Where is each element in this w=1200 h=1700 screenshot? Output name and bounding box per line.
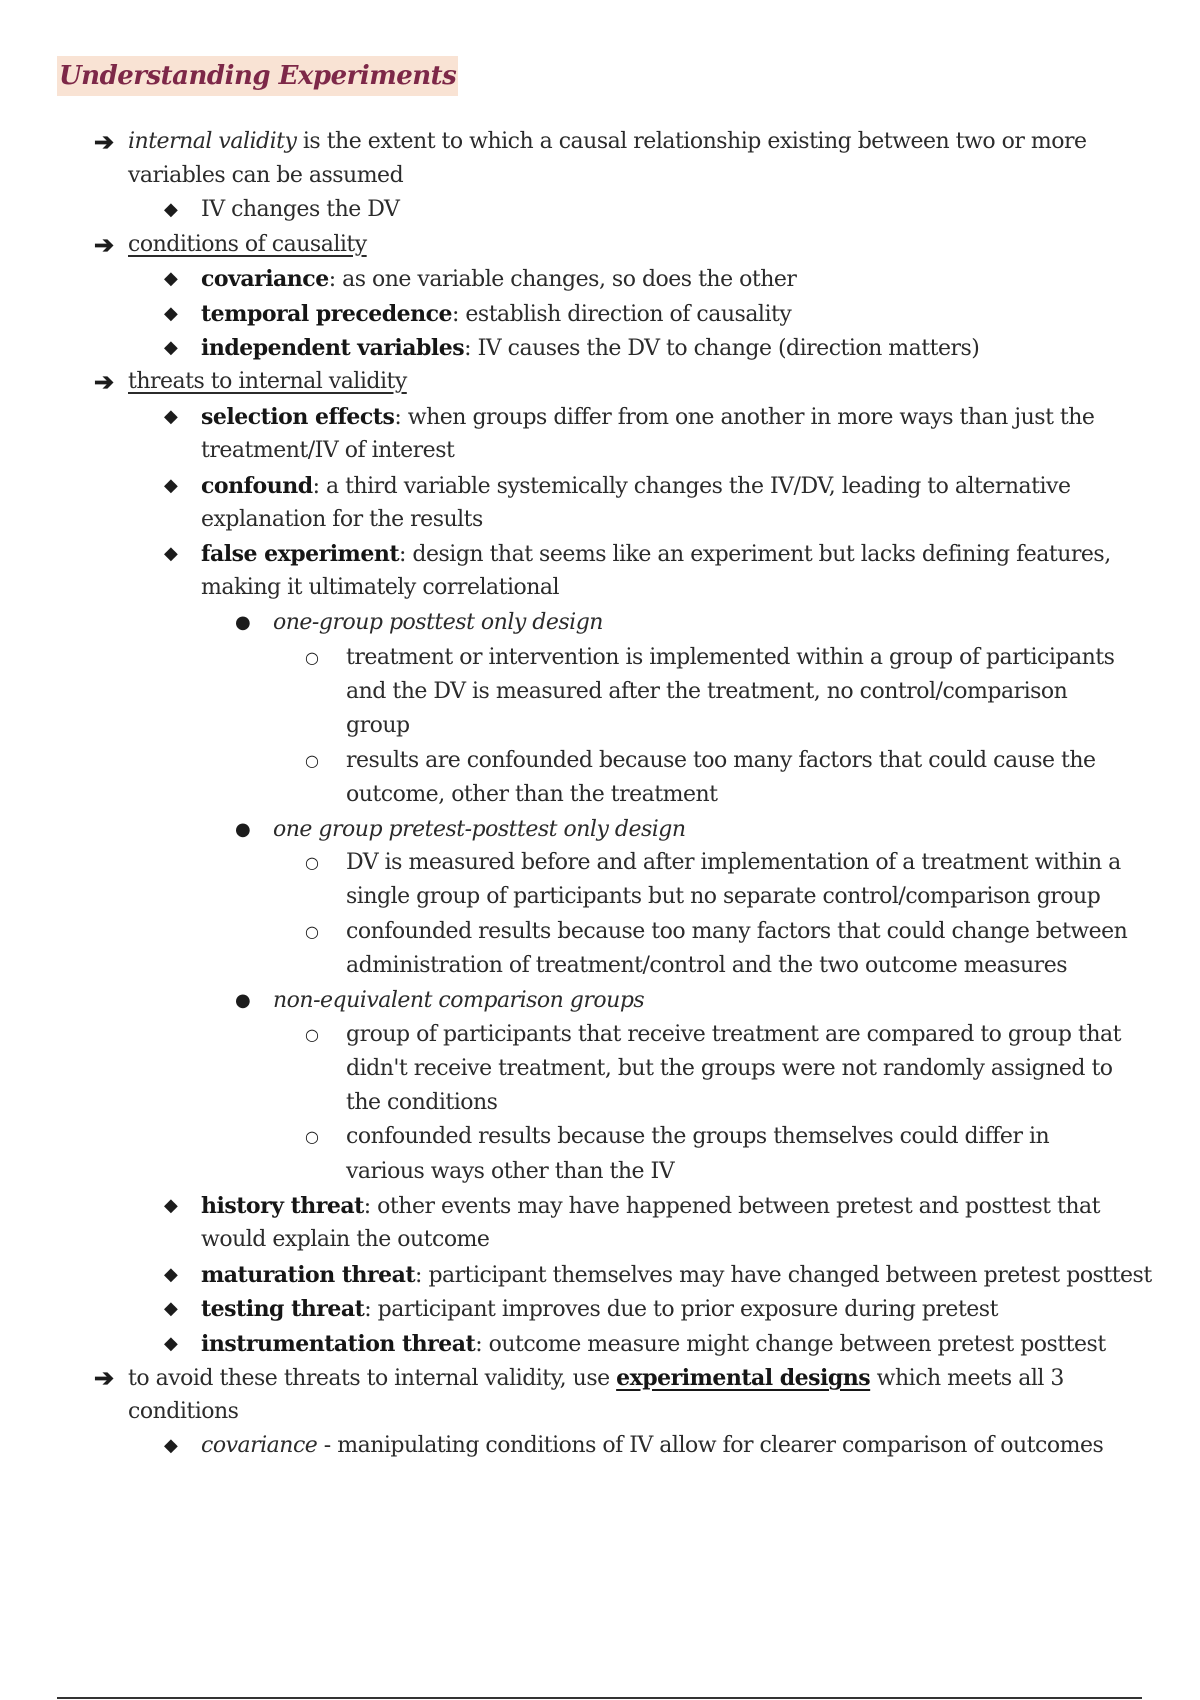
diamond-bullet-icon: ◆ [164,268,178,289]
term: confound [201,473,313,499]
list-item-text: treatment/IV of interest [201,438,455,463]
diamond-bullet-icon: ◆ [164,1333,178,1354]
diamond-bullet-icon: ◆ [164,406,178,427]
list-item-text [201,539,1111,570]
list-item-text [201,333,979,364]
term: selection effects [201,404,395,430]
definition: : IV causes the DV to change (direction matters) [464,336,980,361]
circle-bullet-icon: ○ [305,1127,319,1146]
sentence-start: to avoid these threats to internal validity, use [128,1366,617,1391]
definition: - manipulating conditions of IV allow for clearer comparison of outcomes [317,1433,1104,1458]
term: temporal precedence [201,301,452,327]
diamond-bullet-icon: ◆ [164,1298,178,1319]
term: instrumentation threat [201,1331,476,1357]
list-item-text: confounded results because too many factors that could change between [346,919,1128,944]
list-item-text: group of participants that receive treatment are compared to group that [346,1022,1121,1047]
section-heading: threats to internal validity [128,369,407,394]
page-title-text: Understanding Experiments [59,61,457,91]
arrow-bullet-icon: ➔ [94,1363,114,1392]
disc-bullet-icon: ● [235,819,251,840]
list-item-text [201,1329,1106,1360]
list-item-text: various ways other than the IV [346,1159,675,1184]
list-item-text: would explain the outcome [201,1227,490,1252]
footer-divider [57,1697,1142,1699]
definition: is the extent to which a causal relationship existing between two or more [296,129,1087,154]
diamond-bullet-icon: ◆ [164,543,178,564]
diamond-bullet-icon: ◆ [164,475,178,496]
list-item-text [201,1191,1100,1222]
list-item-text: results are confounded because too many factors that could cause the [346,748,1096,773]
term: covariance [201,1433,318,1458]
term: history threat [201,1193,364,1219]
definition: : participant themselves may have changed between pretest posttest [415,1263,1152,1288]
definition: : as one variable changes, so does the other [328,267,797,292]
definition: : when groups differ from one another in more ways than just the [394,405,1095,430]
circle-bullet-icon: ○ [305,648,319,667]
diamond-bullet-icon: ◆ [164,1195,178,1216]
list-item-text [201,299,791,330]
term: testing threat [201,1296,365,1322]
circle-bullet-icon: ○ [305,1025,319,1044]
diamond-bullet-icon: ◆ [164,1435,178,1456]
list-item-text [201,1431,1103,1461]
sentence-end: which meets all 3 [870,1366,1064,1391]
design-title: non-equivalent comparison groups [273,988,645,1013]
list-item-text: conditions [128,1399,239,1424]
list-item-text: making it ultimately correlational [201,575,560,600]
list-item-text: administration of treatment/control and the two outcome measures [346,953,1068,978]
emphasis-term: experimental designs [616,1365,871,1391]
list-item-text: confounded results because the groups themselves could differ in [346,1124,1050,1149]
term: internal validity [128,129,297,154]
page-title [57,56,458,96]
design-title: one-group posttest only design [273,610,603,635]
diamond-bullet-icon: ◆ [164,199,178,220]
term: independent variables [201,335,465,361]
definition: : a third variable systemically changes the IV/DV, leading to alternative [312,474,1071,499]
circle-bullet-icon: ○ [305,853,319,872]
list-item-text: and the DV is measured after the treatment, no control/comparison [346,679,1068,704]
arrow-bullet-icon: ➔ [94,367,114,396]
disc-bullet-icon: ● [235,990,251,1011]
list-item-text [201,1294,998,1325]
term: false experiment [201,541,399,567]
definition: : design that seems like an experiment but lacks defining features, [399,542,1111,567]
design-title: one group pretest-posttest only design [273,817,686,842]
definition: : establish direction of causality [452,302,792,327]
diamond-bullet-icon: ◆ [164,1264,178,1285]
disc-bullet-icon: ● [235,612,251,633]
diamond-bullet-icon: ◆ [164,303,178,324]
list-item-text: explanation for the results [201,507,483,532]
list-item-text: single group of participants but no separate control/comparison group [346,884,1101,909]
list-item-text [128,127,1087,157]
arrow-bullet-icon: ➔ [94,127,114,156]
list-item-text: IV changes the DV [201,197,400,222]
list-item-text [201,1260,1152,1291]
list-item-text [201,471,1070,502]
term: maturation threat [201,1262,416,1288]
section-heading: conditions of causality [128,232,367,257]
definition: : participant improves due to prior exposure during pretest [364,1297,998,1322]
list-item-text: outcome, other than the treatment [346,782,718,807]
definition: : other events may have happened between pretest and posttest that [363,1194,1100,1219]
diamond-bullet-icon: ◆ [164,337,178,358]
definition: : outcome measure might change between pretest posttest [475,1332,1106,1357]
list-item-text [201,264,796,295]
list-item-text: the conditions [346,1090,498,1115]
list-item-text: DV is measured before and after implementation of a treatment within a [346,850,1121,875]
circle-bullet-icon: ○ [305,922,319,941]
list-item-text [128,1363,1064,1394]
circle-bullet-icon: ○ [305,751,319,770]
list-item-text: didn't receive treatment, but the groups were not randomly assigned to [346,1056,1113,1081]
list-item-text [201,402,1094,433]
arrow-bullet-icon: ➔ [94,230,114,259]
term: covariance [201,266,329,292]
list-item-text: treatment or intervention is implemented within a group of participants [346,645,1115,670]
list-item-text: group [346,713,410,738]
list-item-text: variables can be assumed [128,163,404,188]
